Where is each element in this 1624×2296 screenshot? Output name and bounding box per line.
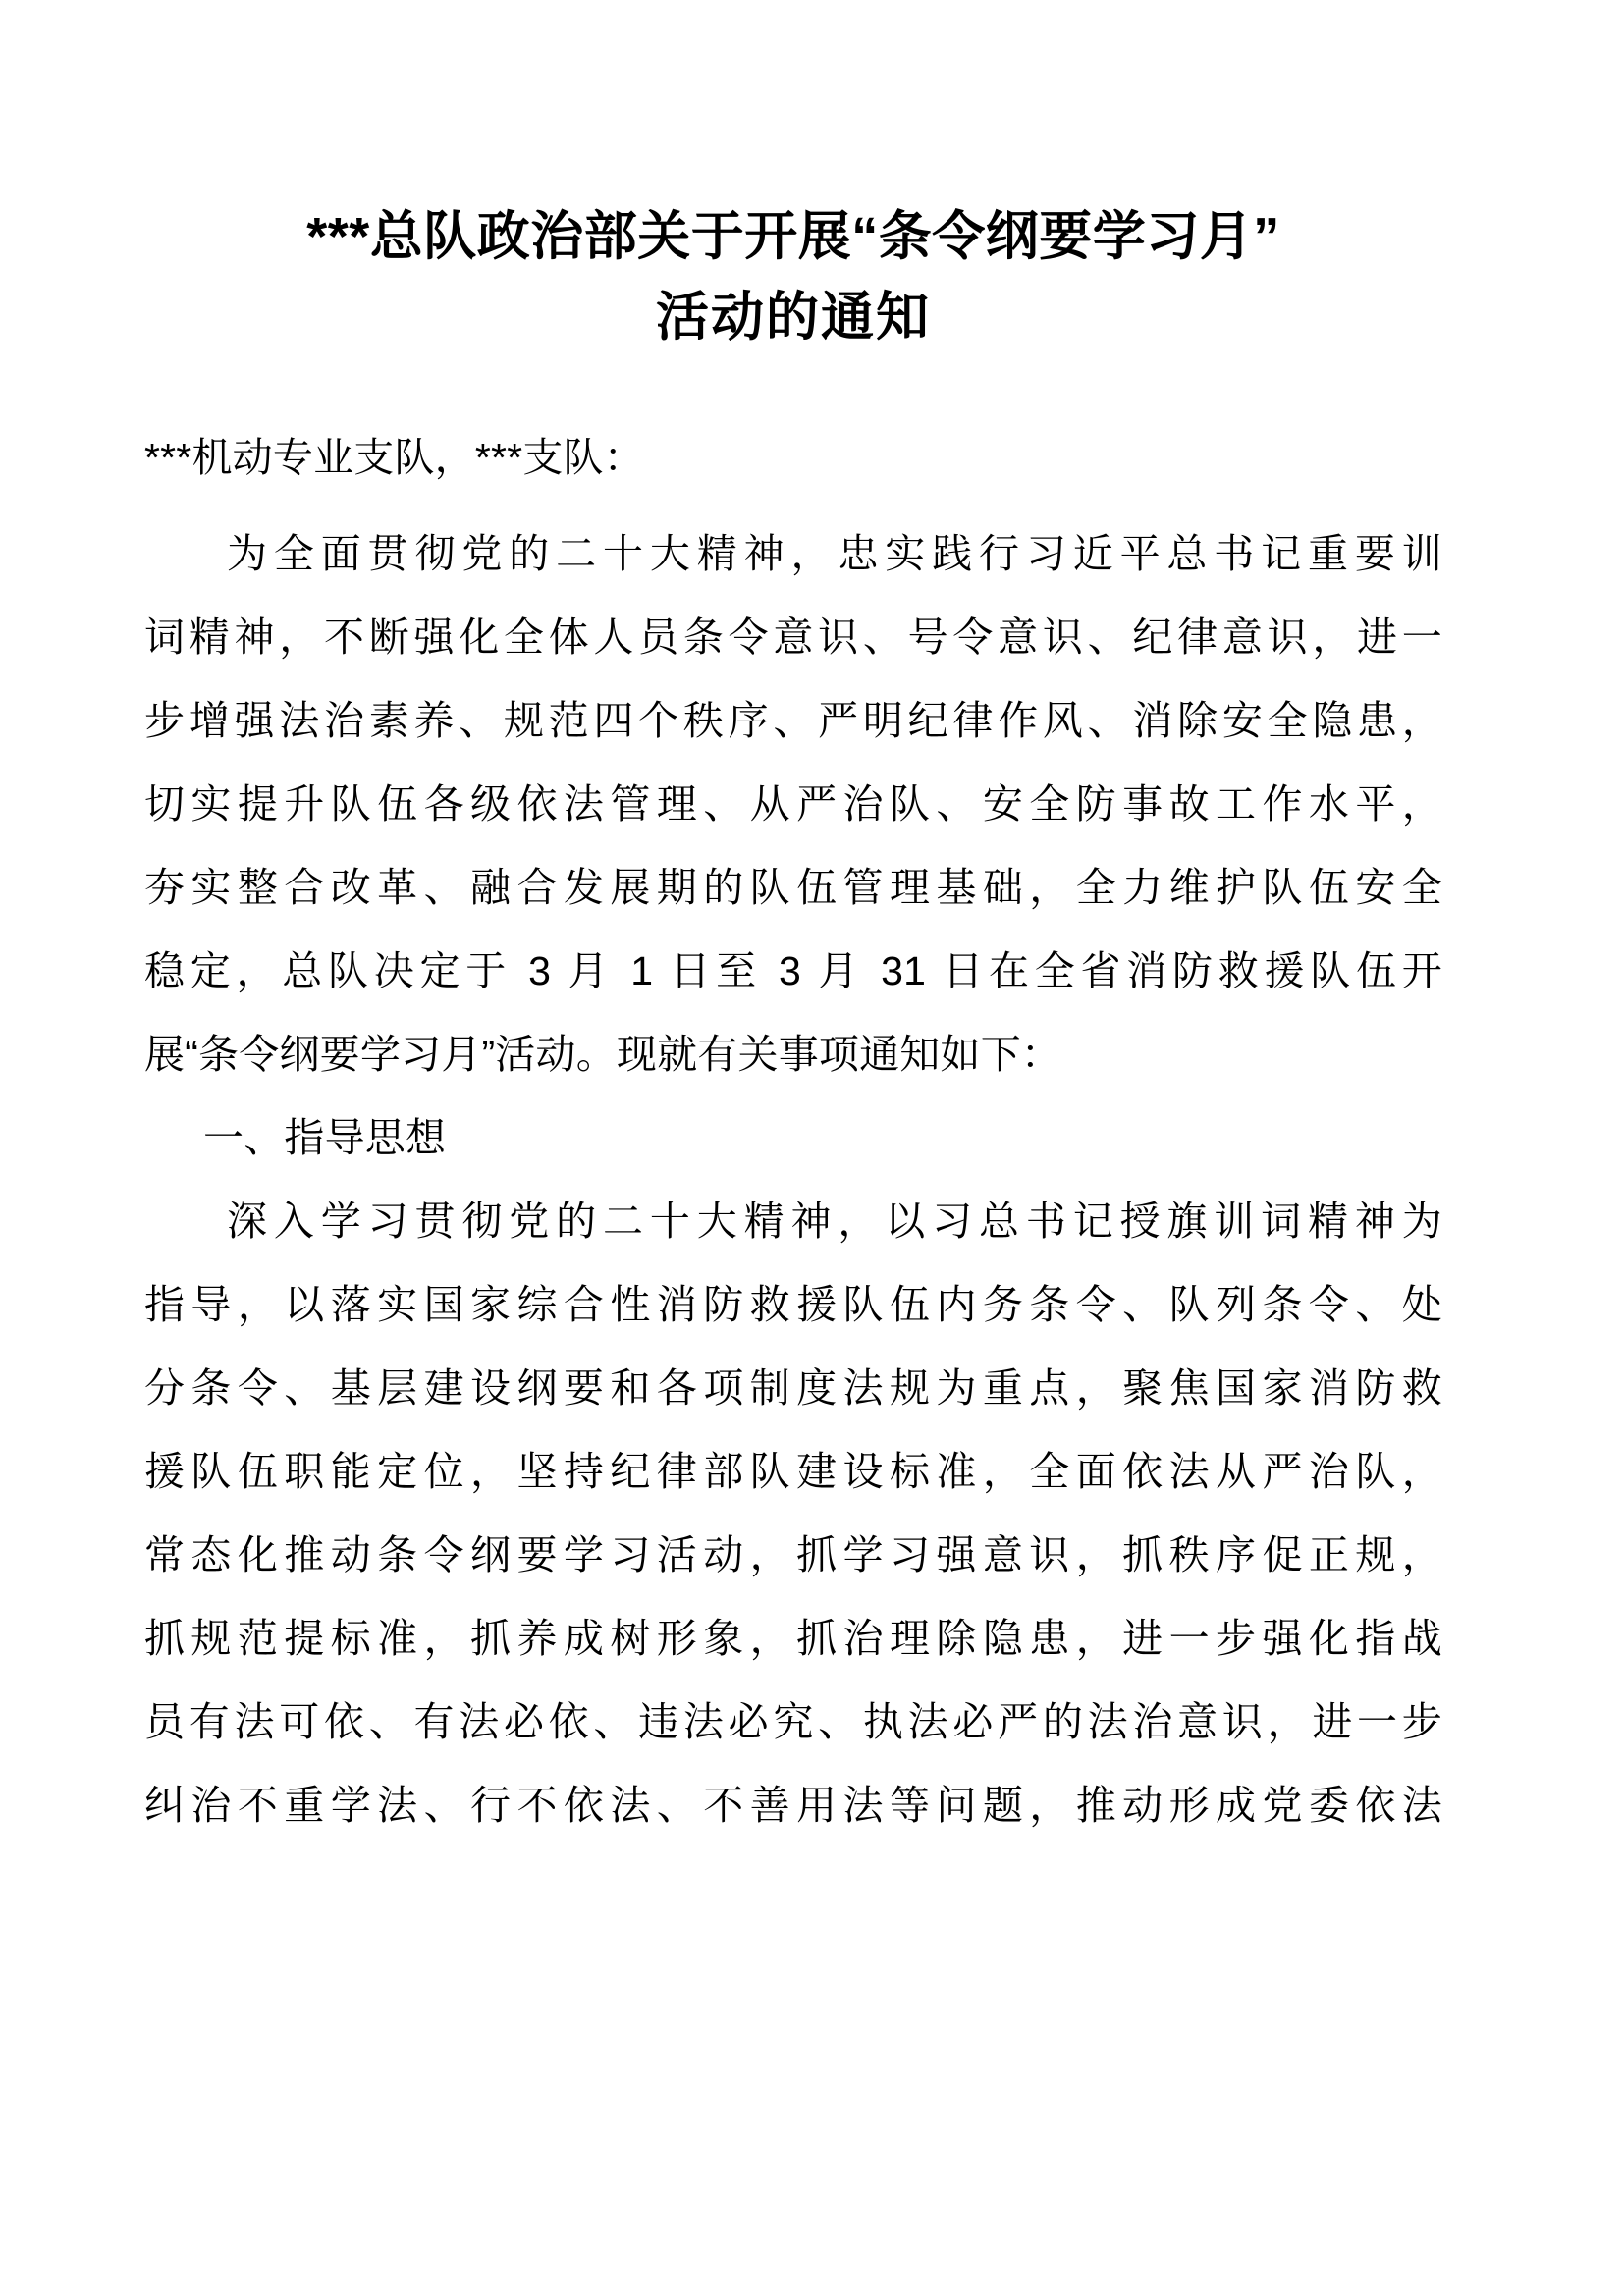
document-title-line-1: ***总队政治部关于开展“条令纲要学习月” bbox=[306, 207, 1280, 266]
paragraph-line: 夯实整合改革、融合发展期的队伍管理基础，全力维护队伍安全 bbox=[144, 865, 1442, 910]
paragraph-line: 援队伍职能定位，坚持纪律部队建设标准，全面依法从严治队， bbox=[144, 1449, 1442, 1494]
paragraph-line: 词精神，不断强化全体人员条令意识、号令意识、纪律意识，进一 bbox=[144, 614, 1442, 660]
paragraph-opening bbox=[144, 512, 1442, 1096]
paragraph-line: 切实提升队伍各级依法管理、从严治队、安全防事故工作水平， bbox=[144, 781, 1442, 827]
paragraph-line: 为全面贯彻党的二十大精神，忠实践行习近平总书记重要训 bbox=[227, 531, 1442, 576]
document-title bbox=[144, 196, 1442, 357]
paragraph-line: 稳定，总队决定于 3 月 1 日至 3 月 31 日在全省消防救援队伍开 bbox=[144, 948, 1442, 993]
paragraph-line: 指导，以落实国家综合性消防救援队伍内务条令、队列条令、处 bbox=[144, 1282, 1442, 1327]
paragraph-line: 纠治不重学法、行不依法、不善用法等问题，推动形成党委依法 bbox=[144, 1783, 1442, 1828]
paragraph-line: 分条令、基层建设纲要和各项制度法规为重点，聚焦国家消防救 bbox=[144, 1365, 1442, 1411]
document-title-line-2: 活动的通知 bbox=[656, 288, 931, 347]
paragraph-line: 员有法可依、有法必依、违法必究、执法必严的法治意识，进一步 bbox=[144, 1699, 1442, 1744]
paragraph-line: 常态化推动条令纲要学习活动，抓学习强意识，抓秩序促正规， bbox=[144, 1532, 1442, 1577]
paragraph-line: 展“条令纲要学习月”活动。现就有关事项通知如下： bbox=[144, 1032, 1062, 1077]
section-heading-guiding-ideology: 一、指导思想 bbox=[203, 1115, 447, 1160]
document-body bbox=[144, 428, 1442, 1847]
paragraph-guiding-ideology bbox=[144, 1180, 1442, 1847]
paragraph-line: 步增强法治素养、规范四个秩序、严明纪律作风、消除安全隐患， bbox=[144, 698, 1442, 743]
salutation-line: ***机动专业支队，***支队： bbox=[144, 435, 644, 480]
paragraph-line: 深入学习贯彻党的二十大精神，以习总书记授旗训词精神为 bbox=[227, 1199, 1442, 1244]
paragraph-line: 抓规范提标准，抓养成树形象，抓治理除隐患，进一步强化指战 bbox=[144, 1616, 1442, 1661]
